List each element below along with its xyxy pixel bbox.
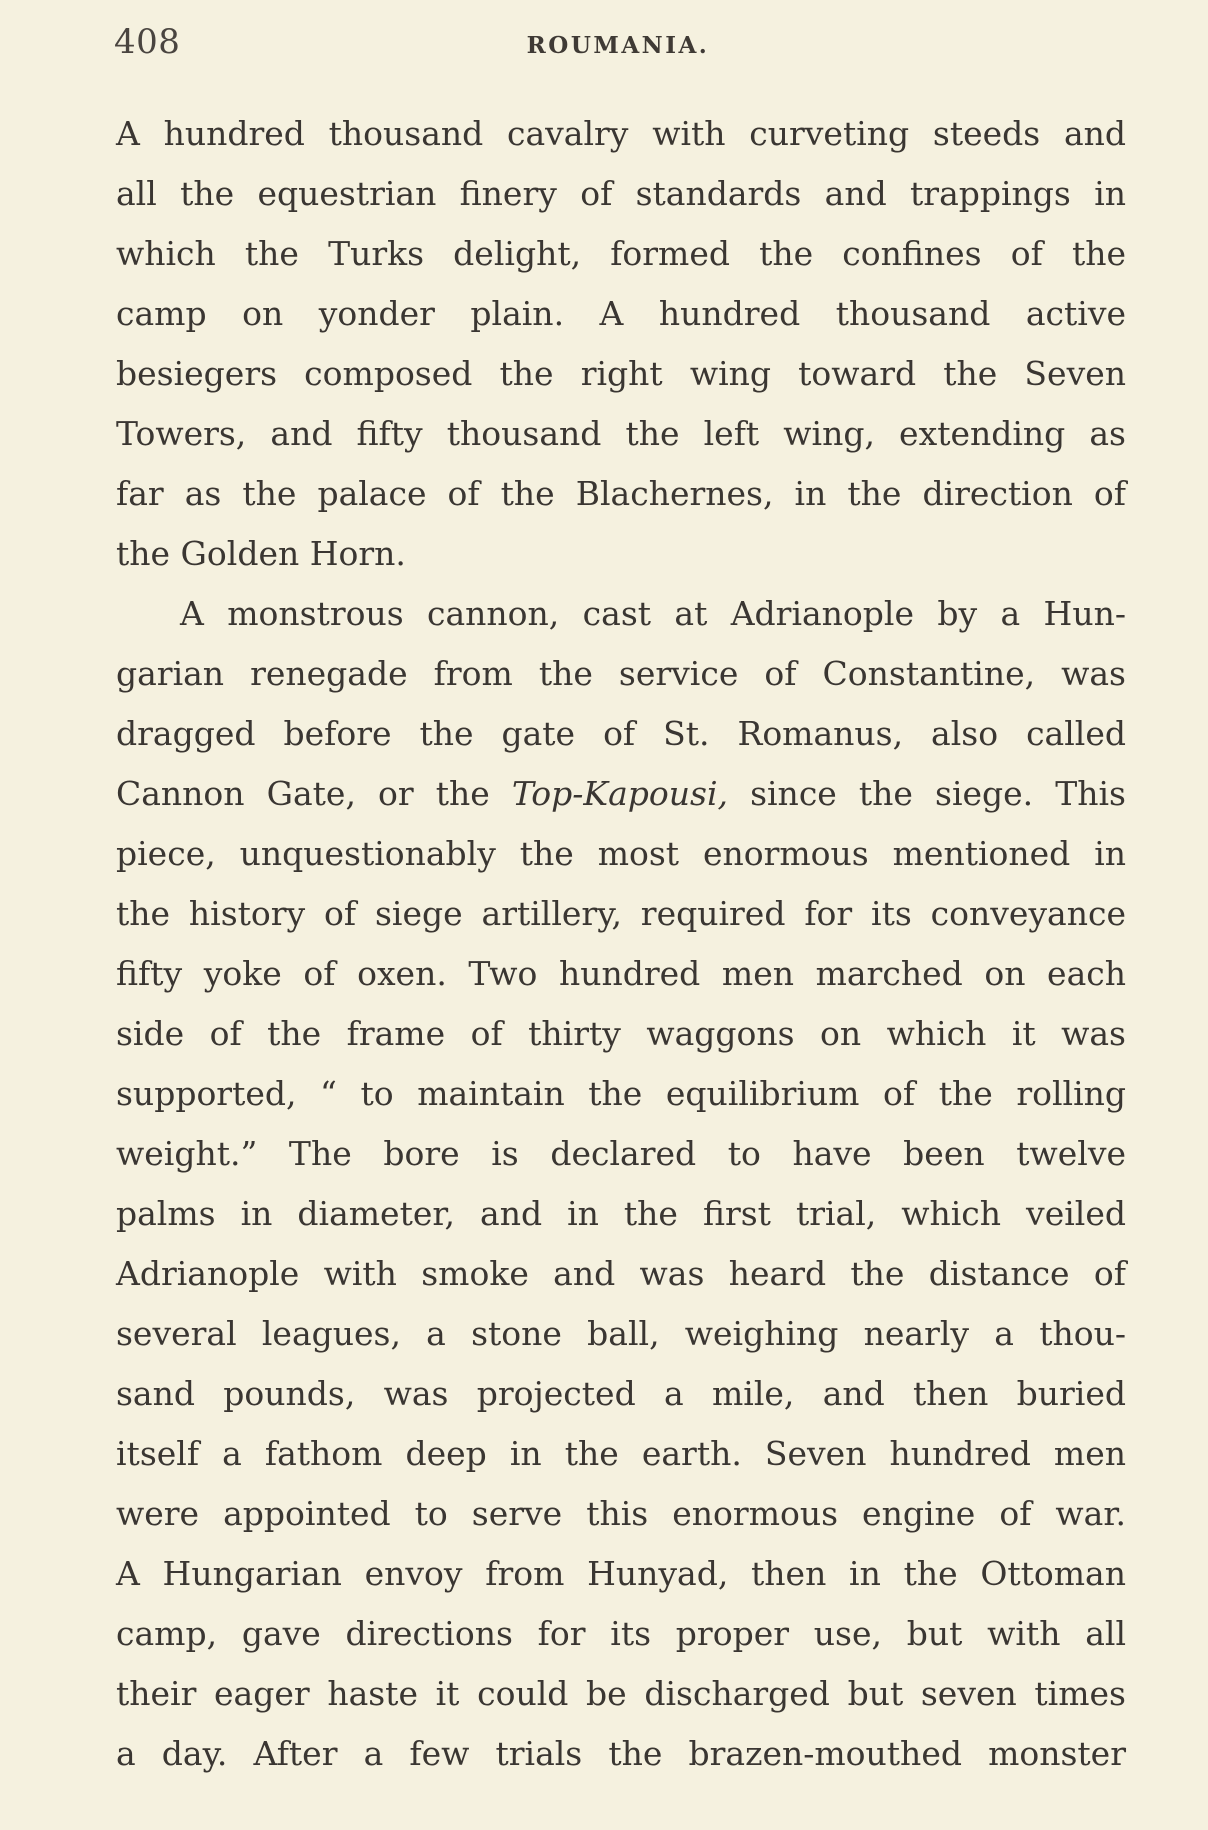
text-line: garian renegade from the service of Constantine, was [116, 654, 1126, 693]
text-line: a day. After a few trials the brazen-mouthed monster [116, 1734, 1126, 1773]
text-line: camp, gave directions for its proper use, but with all [116, 1614, 1126, 1653]
text-line: camp on yonder plain. A hundred thousand active [116, 294, 1126, 333]
text-line: A monstrous cannon, cast at Adrianople by a Hun- [180, 594, 1126, 633]
text-line: Adrianople with smoke and was heard the distance of [116, 1254, 1126, 1293]
line-start: Cannon Gate, or the [116, 774, 512, 813]
text-line: all the equestrian finery of standards and trappings in [116, 174, 1126, 213]
running-head: ROUMANIA. [526, 32, 710, 59]
text-line: sand pounds, was projected a mile, and then buried [116, 1374, 1126, 1413]
line-end: since the siege. This [728, 774, 1126, 813]
text-line: A hundred thousand cavalry with curveting steeds and [116, 114, 1126, 153]
text-line: which the Turks delight, formed the confines of the [116, 234, 1126, 273]
text-line: their eager haste it could be discharged but seven times [116, 1674, 1126, 1713]
text-line: the Golden Horn. [116, 534, 406, 573]
paragraph-1 [116, 104, 1126, 584]
text-line: fifty yoke of oxen. Two hundred men marched on each [116, 954, 1126, 993]
text-line: palms in diameter, and in the first trial, which veiled [116, 1194, 1126, 1233]
page-number: 408 [114, 22, 181, 62]
italic-term: Top-Kapousi, [511, 774, 728, 813]
text-line: A Hungarian envoy from Hunyad, then in the Ottoman [116, 1554, 1126, 1593]
text-line: Towers, and fifty thousand the left wing, extending as [116, 414, 1126, 453]
text-line: several leagues, a stone ball, weighing nearly a thou- [116, 1314, 1126, 1353]
text-line: far as the palace of the Blachernes, in the direction of [116, 474, 1126, 513]
text-line: were appointed to serve this enormous engine of war. [116, 1494, 1126, 1533]
page-header [112, 22, 1124, 72]
text-line: side of the frame of thirty waggons on which it was [116, 1014, 1126, 1053]
text-line: besiegers composed the right wing toward the Seven [116, 354, 1126, 393]
text-line: piece, unquestionably the most enormous mentioned in [116, 834, 1126, 873]
text-line: the history of siege artillery, required for its conveyance [116, 894, 1126, 933]
paragraph-2 [116, 584, 1126, 1784]
text-line: dragged before the gate of St. Romanus, also called [116, 714, 1126, 753]
text-line-with-italic [116, 764, 1126, 824]
body-text [116, 104, 1126, 1784]
text-line: weight.” The bore is declared to have been twelve [116, 1134, 1126, 1173]
text-line: itself a fathom deep in the earth. Seven hundred men [116, 1434, 1126, 1473]
text-line: supported, “ to maintain the equilibrium of the rolling [116, 1074, 1126, 1113]
